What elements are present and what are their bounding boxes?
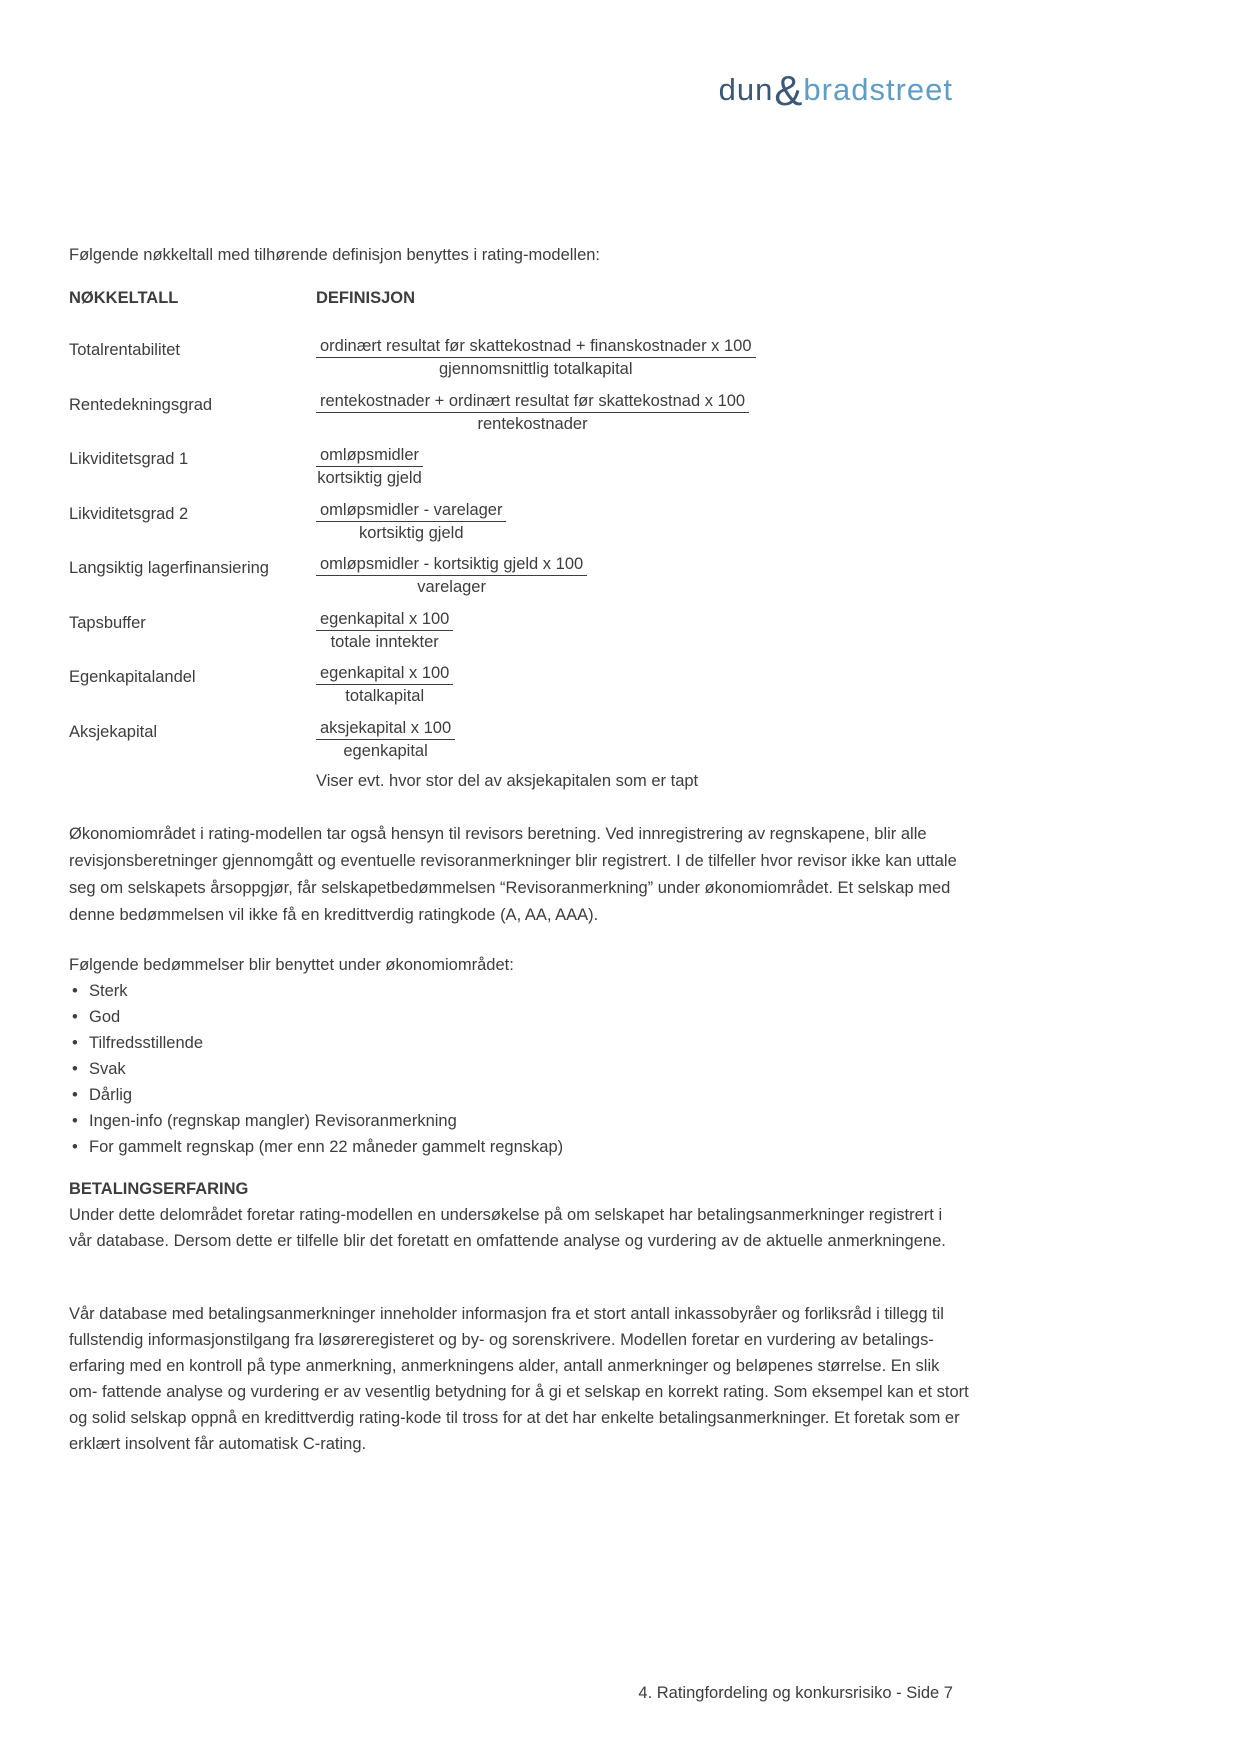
table-row — [69, 662, 957, 707]
row-label: Tapsbuffer — [69, 613, 146, 632]
assessments-list-section — [69, 952, 961, 1160]
column-header-definisjon: DEFINISJON — [316, 289, 416, 307]
paragraph-economy-area: Økonomiområdet i rating-modellen tar også hensyn til revisors beretning. Ved innregistrering av regnskapene, blir alle revisjonsberetninger gjennomgått og eventuelle revisoranmerkninger blir registrert. I de tilfeller hvor revisor ikke kan uttale seg om selskapets årsoppgjør, får selskapetbedømmelsen “Revisoranmerkning” under økonomiområdet. Et selskap med denne bedømmelsen vil ikke få en kredittverdig ratingkode (A, AA, AAA). — [69, 825, 957, 924]
fraction-numerator: omløpsmidler - kortsiktig gjeld x 100 — [316, 553, 587, 576]
list-item: • God — [69, 1004, 961, 1030]
definition-fraction — [316, 608, 453, 653]
list-item: • Dårlig — [69, 1082, 961, 1108]
betalingserfaring-section — [69, 1176, 961, 1254]
definition-fraction — [316, 717, 455, 762]
fraction-denominator: rentekostnader — [477, 414, 588, 433]
logo-text-bradstreet: bradstreet — [803, 72, 953, 107]
definition-fraction — [316, 335, 756, 380]
dun-bradstreet-logo — [69, 67, 953, 114]
row-label: Aksjekapital — [69, 722, 158, 741]
table-row — [69, 608, 957, 653]
table-header-row — [69, 289, 957, 308]
list-item: • Tilfredsstillende — [69, 1030, 961, 1056]
table-row — [69, 444, 957, 489]
definition-fraction — [316, 553, 587, 598]
row-label: Rentedekningsgrad — [69, 395, 213, 414]
table-row — [69, 499, 957, 544]
column-header-nokkeltall: NØKKELTALL — [69, 289, 179, 307]
list-item: • For gammelt regnskap (mer enn 22 måneder gammelt regnskap) — [69, 1134, 961, 1160]
row-label: Egenkapitalandel — [69, 668, 196, 686]
definition-fraction — [316, 390, 749, 435]
row-label: Likviditetsgrad 2 — [69, 504, 189, 523]
table-row — [69, 390, 957, 435]
fraction-denominator: egenkapital — [343, 741, 428, 760]
section-heading: BETALINGSERFARING — [69, 1180, 249, 1198]
fraction-numerator: ordinært resultat før skattekostnad + finanskostnader x 100 — [316, 335, 756, 358]
row-label: Langsiktig lagerfinansiering — [69, 559, 269, 577]
paragraph-database: Vår database med betalingsanmerkninger inneholder informasjon fra et stort antall inkassobyråer og forliksråd i tillegg til fullstendig informasjonstilgang fra løsøreregisteret og by- og sorenskrivere. Modellen foretar en vurdering av betalings- erfaring med en kontroll på type anmerkning, anmerkningens alder, antall anmerkninger og beløpenes størrelse. En slik om- fattende analyse og vurdering er av vesentlig betydning for å gi et selskap en korrekt rating. Som eksempel kan et stort og solid selskap oppnå en kredittverdig rating-kode til tross for at det har enkelte betalingsanmerkninger. Et foretak som er erklært insolvent får automatisk C-rating. — [69, 1305, 969, 1453]
fraction-denominator: totale inntekter — [330, 632, 439, 651]
page-footer: 4. Ratingfordeling og konkursrisiko - Side 7 — [638, 1684, 953, 1702]
fraction-denominator: totalkapital — [345, 687, 425, 705]
key-figures-table — [69, 289, 957, 791]
table-row — [69, 553, 957, 598]
fraction-numerator: egenkapital x 100 — [316, 662, 453, 685]
table-note: Viser evt. hvor stor del av aksjekapitalen som er tapt — [316, 771, 699, 790]
fraction-numerator: aksjekapital x 100 — [316, 717, 455, 740]
fraction-denominator: kortsiktig gjeld — [358, 523, 464, 542]
row-label: Likviditetsgrad 1 — [69, 450, 189, 468]
bullets-intro: Følgende bedømmelser blir benyttet under økonomiområdet: — [69, 956, 514, 974]
fraction-numerator: omløpsmidler - varelager — [316, 499, 506, 522]
list-item: • Sterk — [69, 978, 961, 1004]
fraction-denominator: kortsiktig gjeld — [317, 469, 422, 487]
intro-line: Følgende nøkkeltall med tilhørende definisjon benyttes i rating-modellen: — [69, 246, 601, 264]
table-row — [69, 717, 957, 762]
list-item: • Svak — [69, 1056, 961, 1082]
definition-fraction — [316, 444, 423, 489]
ampersand-icon: & — [774, 67, 803, 114]
definition-fraction — [316, 662, 453, 707]
fraction-numerator: egenkapital x 100 — [316, 608, 453, 631]
fraction-denominator: varelager — [417, 578, 486, 596]
list-item: • Ingen-info (regnskap mangler) Revisoranmerkning — [69, 1108, 961, 1134]
paragraph-payment-experience: Under dette delområdet foretar rating-modellen en undersøkelse på om selskapet har betalingsanmerkninger registrert i vår database. Dersom dette er tilfelle blir det foretatt en omfattende analyse og vurdering av de aktuelle anmerkningene. — [69, 1206, 946, 1250]
row-label: Totalrentabilitet — [69, 341, 180, 359]
fraction-denominator: gjennomsnittlig totalkapital — [438, 360, 633, 378]
fraction-numerator: rentekostnader + ordinært resultat før skattekostnad x 100 — [316, 390, 749, 413]
table-row — [69, 335, 957, 380]
fraction-numerator: omløpsmidler — [316, 444, 423, 467]
logo-text-dun: dun — [718, 72, 774, 107]
definition-fraction — [316, 499, 506, 544]
